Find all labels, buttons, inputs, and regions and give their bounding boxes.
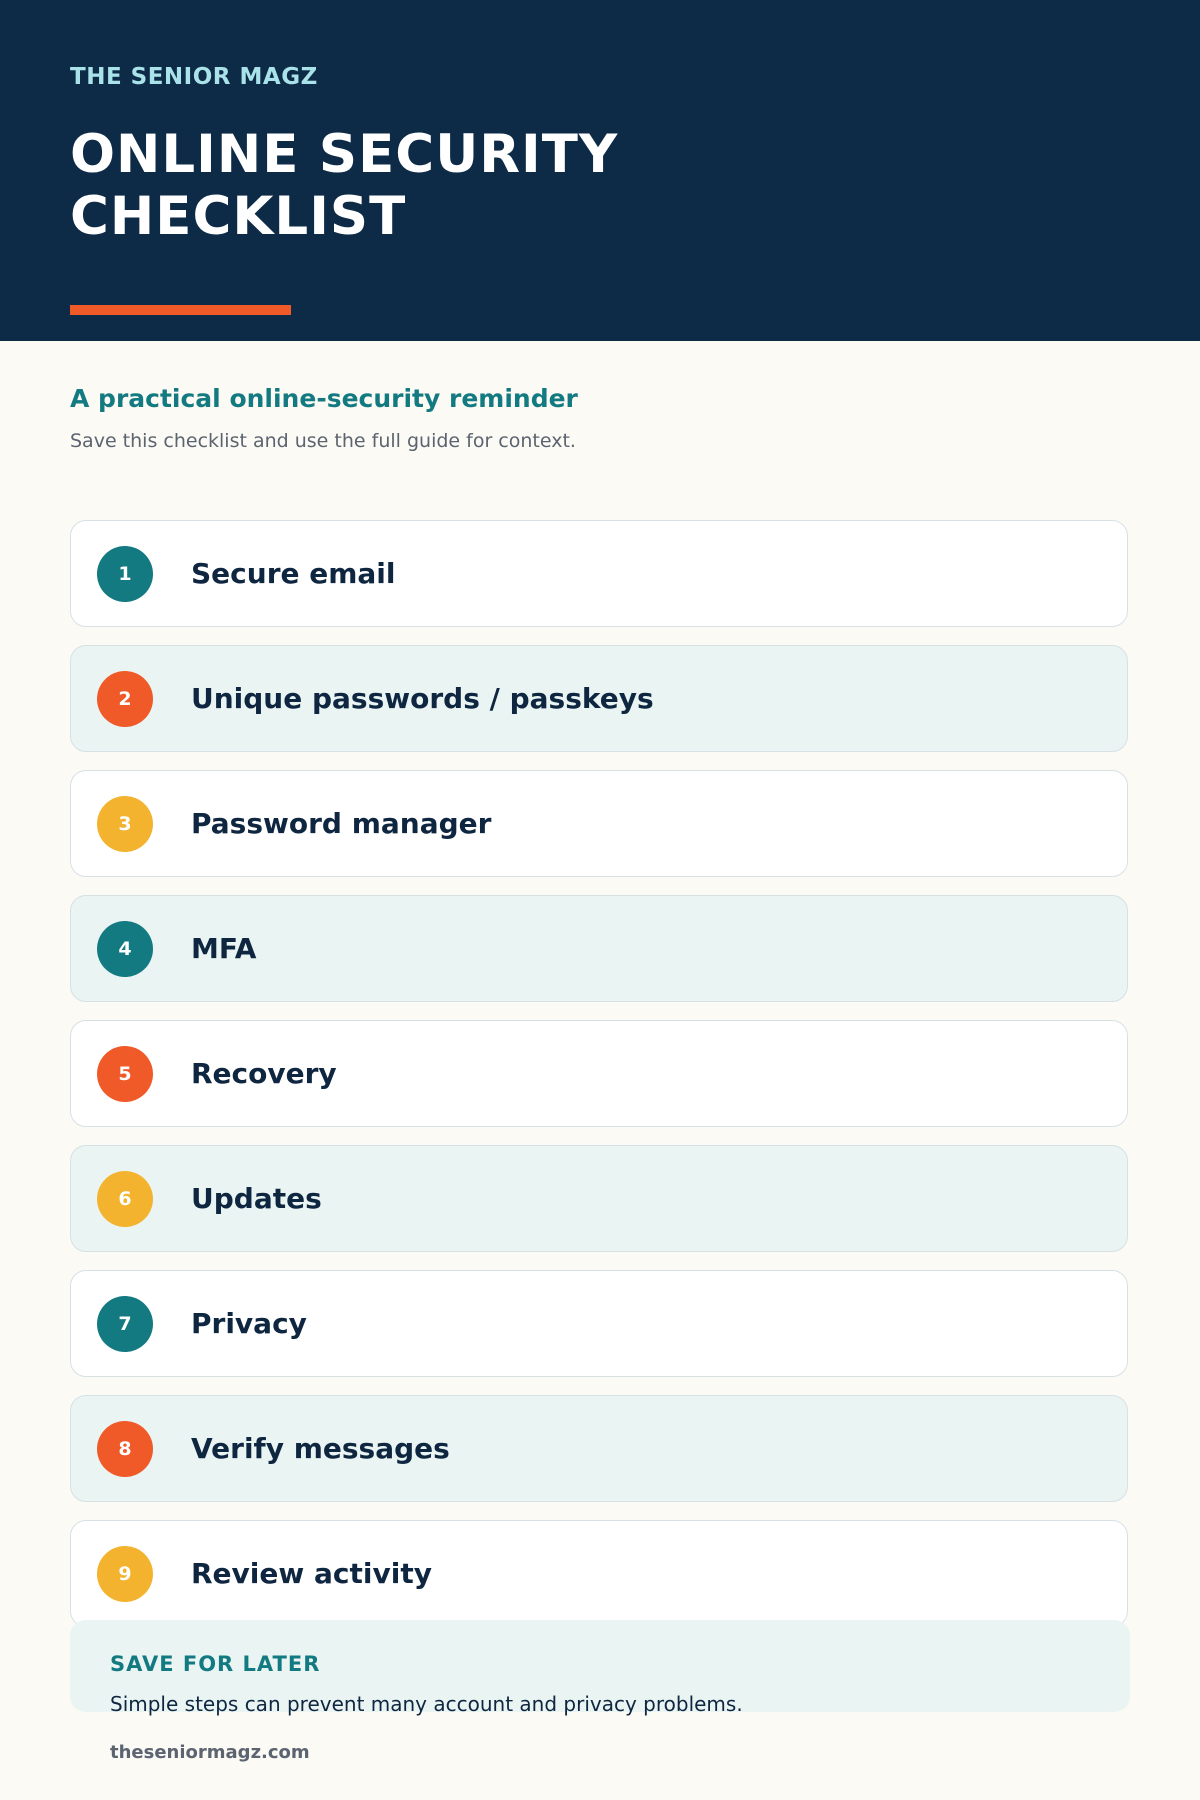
site-url: theseniormagz.com — [110, 1742, 310, 1763]
checklist-item-label: Privacy — [191, 1307, 307, 1340]
checklist-item-label: Password manager — [191, 807, 492, 840]
number-badge: 8 — [97, 1421, 153, 1477]
accent-bar — [70, 305, 291, 315]
number-badge: 5 — [97, 1046, 153, 1102]
checklist-item — [70, 1520, 1128, 1627]
checklist-item — [70, 1020, 1128, 1127]
checklist-item-label: Unique passwords / passkeys — [191, 682, 654, 715]
footer-text: Simple steps can prevent many account and privacy problems. — [110, 1692, 743, 1716]
checklist-item — [70, 1145, 1128, 1252]
page-title: ONLINE SECURITY CHECKLIST — [70, 124, 619, 247]
number-badge: 3 — [97, 796, 153, 852]
checklist-item-label: Verify messages — [191, 1432, 450, 1465]
number-badge: 7 — [97, 1296, 153, 1352]
checklist-item-label: Secure email — [191, 557, 396, 590]
checklist-item — [70, 1270, 1128, 1377]
footer-heading: SAVE FOR LATER — [110, 1652, 321, 1676]
checklist-item — [70, 770, 1128, 877]
number-badge: 4 — [97, 921, 153, 977]
brand-name: THE SENIOR MAGZ — [70, 64, 318, 90]
intro-description: Save this checklist and use the full guide for context. — [70, 430, 576, 452]
checklist-item — [70, 520, 1128, 627]
checklist-item — [70, 645, 1128, 752]
checklist-item-label: MFA — [191, 932, 257, 965]
intro-subtitle: A practical online-security reminder — [70, 384, 578, 413]
checklist-item-label: Updates — [191, 1182, 322, 1215]
number-badge: 9 — [97, 1546, 153, 1602]
number-badge: 6 — [97, 1171, 153, 1227]
checklist-item-label: Review activity — [191, 1557, 432, 1590]
number-badge: 1 — [97, 546, 153, 602]
number-badge: 2 — [97, 671, 153, 727]
checklist-item-label: Recovery — [191, 1057, 337, 1090]
header-banner — [0, 0, 1200, 341]
checklist-item — [70, 1395, 1128, 1502]
checklist-item — [70, 895, 1128, 1002]
